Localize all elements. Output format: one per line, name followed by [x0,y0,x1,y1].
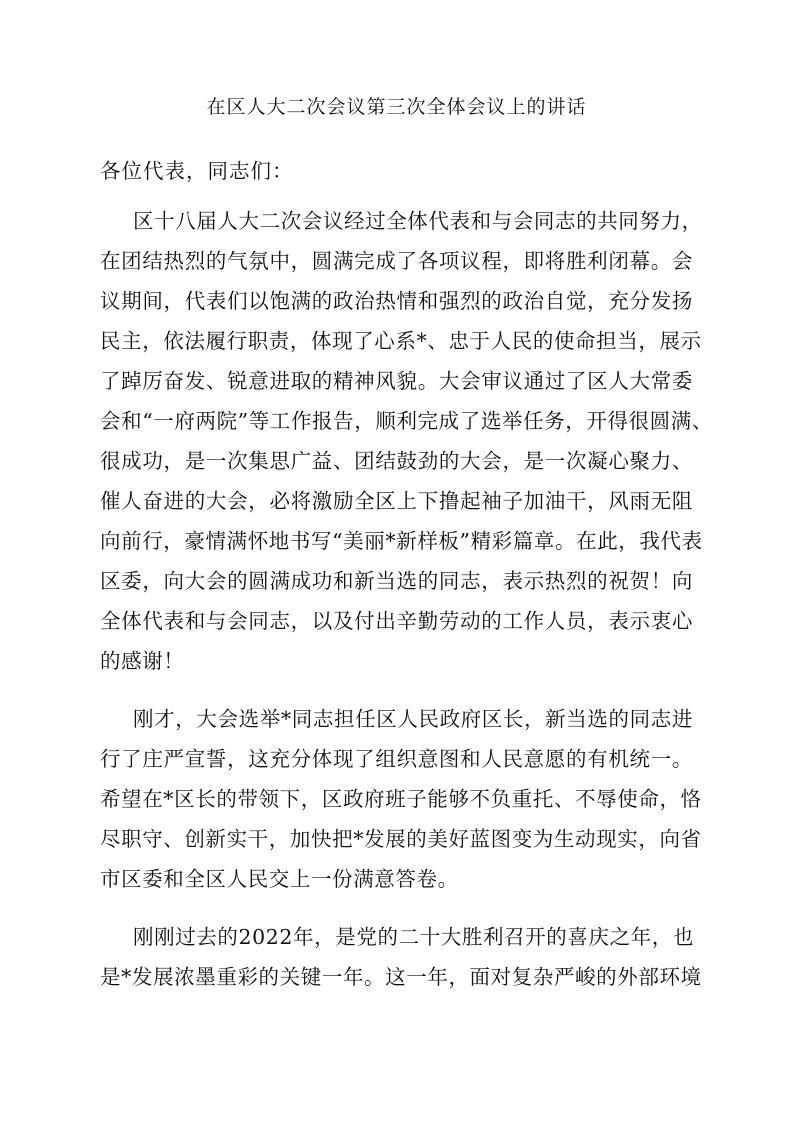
paragraph-line: 催人奋进的大会，必将激励全区上下撸起袖子加油干，风雨无阻 [100,489,693,513]
paragraph-line: 了踔厉奋发、锐意进取的精神风貌。大会审议通过了区人大常委 [100,369,693,393]
paragraph-line: 尽职守、创新实干，加快把*发展的美好蓝图变为生动现实，向省 [100,827,702,851]
salutation: 各位代表，同志们： [100,159,294,183]
paragraph-line: 议期间，代表们以饱满的政治热情和强烈的政治自觉，充分发扬 [100,289,693,313]
paragraph-line: 刚刚过去的2022年，是党的二十大胜利召开的喜庆之年，也 [133,925,694,949]
paragraph-line: 希望在*区长的带领下，区政府班子能够不负重托、不辱使命，恪 [100,787,702,811]
paragraph-line: 向前行，豪情满怀地书写“美丽*新样板”精彩篇章。在此，我代表 [100,529,703,553]
document-title: 在区人大二次会议第三次全体会议上的讲话 [206,96,587,118]
paragraph-line: 行了庄严宣誓，这充分体现了组织意图和人民意愿的有机统一。 [100,747,693,771]
paragraph-line: 民主，依法履行职责，体现了心系*、忠于人民的使命担当，展示 [100,329,702,353]
paragraph-line: 区十八届人大二次会议经过全体代表和与会同志的共同努力， [133,209,703,233]
paragraph-line: 区委，向大会的圆满成功和新当选的同志，表示热烈的祝贺！向 [100,569,693,593]
paragraph-line: 是*发展浓墨重彩的关键一年。这一年，面对复杂严峻的外部环境 [100,965,702,989]
paragraph-line: 刚才，大会选举*同志担任区人民政府区长，新当选的同志进 [133,707,693,731]
paragraph-line: 全体代表和与会同志，以及付出辛勤劳动的工作人员，表示衷心 [100,609,693,633]
paragraph-line: 市区委和全区人民交上一份满意答卷。 [100,867,459,891]
paragraph-line: 很成功，是一次集思广益、团结鼓劲的大会，是一次凝心聚力、 [100,449,693,473]
paragraph-line: 会和“一府两院”等工作报告，顺利完成了选举任务，开得很圆满、 [100,409,713,433]
paragraph-line: 在团结热烈的气氛中，圆满完成了各项议程，即将胜利闭幕。会 [100,249,693,273]
paragraph-line: 的感谢！ [100,649,185,673]
